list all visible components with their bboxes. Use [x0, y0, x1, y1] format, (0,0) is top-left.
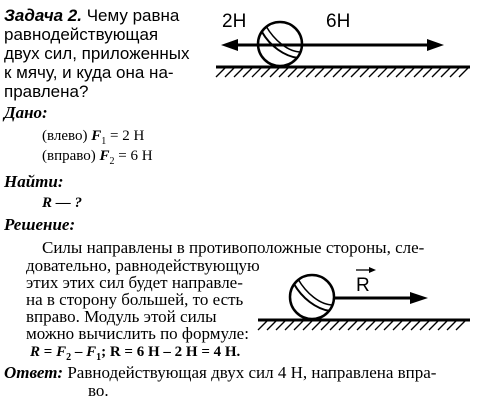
find-heading: Найти: — [4, 172, 64, 191]
f2-value: = 6 Н — [114, 148, 153, 164]
task-line-5: правлена? — [4, 82, 89, 101]
left-force-label: 2Н — [222, 11, 247, 32]
f1-subscript: 1 — [101, 136, 107, 147]
formula-minus: – — [71, 344, 87, 360]
given-heading: Дано: — [4, 103, 48, 122]
answer-label: Ответ: — [4, 363, 64, 382]
formula-result: ; R = 6 Н – 2 Н = 4 Н. — [101, 344, 241, 360]
ball-2 — [290, 275, 334, 319]
task-line-2: равнодействующая — [4, 25, 159, 44]
task-line-3: двух сил, приложенных — [4, 44, 190, 63]
f1-direction: (влево) — [42, 128, 92, 144]
f1-value: = 2 Н — [106, 128, 145, 144]
solution-line-6: можно вычислить по формуле: — [26, 324, 249, 343]
solution-line-1: Силы направлены в противоположные стороны, сле- — [42, 238, 425, 257]
f2-symbol: F — [99, 148, 110, 164]
solution-line-5: вправо. Модуль этой силы — [26, 307, 217, 326]
f1-symbol: F — [91, 128, 102, 144]
solution-line-2: довательно, равнодействующую — [26, 256, 260, 275]
task-number: Задача 2. — [4, 6, 82, 25]
find-text: R — ? — [42, 195, 83, 211]
resultant-label — [356, 267, 376, 296]
formula-f1-sub: 1 — [96, 352, 102, 363]
solution-heading: Решение: — [4, 215, 76, 234]
task-line-4: к мячу, и куда она на- — [4, 63, 174, 82]
right-force-label: 6Н — [326, 11, 351, 32]
answer-line-2: во. — [88, 381, 109, 400]
formula-f1: F — [86, 344, 97, 360]
f2-direction: (вправо) — [42, 148, 100, 164]
answer-text-1: Равнодействующая двух сил 4 Н, направлена впра- — [63, 363, 437, 382]
solution-line-4: на в сторону большей, то есть — [26, 290, 244, 309]
formula-f2-sub: 2 — [66, 352, 72, 363]
ground-line-2 — [258, 320, 470, 330]
task-text-1: Чему равна — [86, 6, 180, 25]
solution-line-3: этих этих сил будет направле- — [26, 273, 243, 292]
answer-line-1 — [4, 364, 436, 381]
f2-subscript: 2 — [109, 156, 115, 167]
formula-r: R — [30, 344, 41, 360]
formula-eq: = — [40, 344, 57, 360]
resultant-arrow — [334, 292, 428, 304]
formula-f2: F — [56, 344, 67, 360]
resultant-label-text: R — [356, 275, 370, 296]
